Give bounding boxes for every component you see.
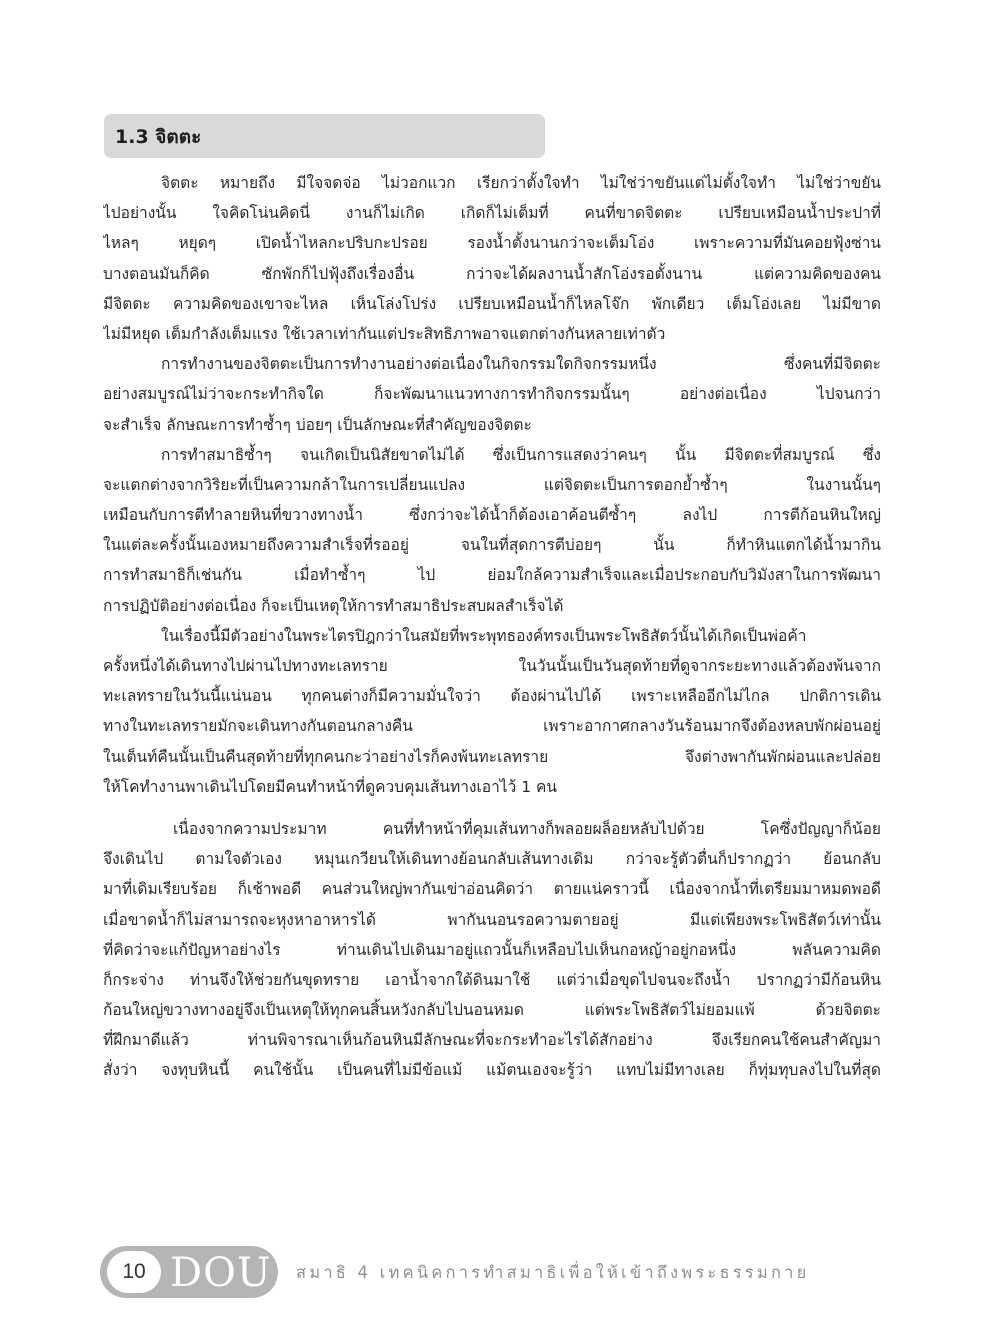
text-line: ในเรื่องนี้มีตัวอย่างในพระไตรปิฎกว่าในสมัยที่พระพุทธองค์ทรงเป็นพระโพธิสัตว์นั้นได้เกิดเป็นพ่อค้า	[161, 626, 807, 645]
text-line: การปฏิบัติอย่างต่อเนื่อง ก็จะเป็นเหตุให้การทำสมาธิประสบผลสำเร็จได้	[103, 596, 564, 615]
text-line: อย่างสมบูรณ์ไม่ว่าจะกระทำกิจใด ก็จะพัฒนาแนวทางการทำกิจกรรมนั้นๆ อย่างต่อเนื่อง ไปจนกว่า	[103, 385, 881, 404]
text-line: เหมือนกับการตีทำลายหินที่ขวางทางน้ำ ซึ่งกว่าจะได้น้ำก็ต้องเอาค้อนตีซ้ำๆ ลงไป การตีก้อนหินใหญ่	[103, 506, 881, 525]
paragraph-gap	[103, 802, 881, 814]
text-line: ครั้งหนึ่งได้เดินทางไปผ่านไปทางทะเลทราย ในวันนั้นเป็นวันสุดท้ายที่ดูจากระยะทางแล้วต้องพ้นจาก	[103, 657, 881, 675]
text-line: สั่งว่า จงทุบหินนี้ คนใช้นั้น เป็นคนที่ไม่มีข้อแม้ แม้ตนเองจะรู้ว่า แทบไม่มีทางเลย ก็ทุ่มทุบลงไปในที่สุด	[103, 1061, 881, 1080]
text-line: ไม่มีหยุด เต็มกำลังเต็มแรง ใช้เวลาเท่ากันแต่ประสิทธิภาพอาจแตกต่างกันหลายเท่าตัว	[103, 324, 666, 343]
text-line: จิตตะ หมายถึง มีใจจดจ่อ ไม่วอกแวก เรียกว่าตั้งใจทำ ไม่ใช่ว่าขยันแต่ไม่ตั้งใจทำ ไม่ใช่ว่าขยัน	[161, 174, 881, 192]
text-line: ก็กระจ่าง ท่านจึงให้ช่วยกันขุดทราย เอาน้ำจากใต้ดินมาใช้ แต่ว่าเมื่อขุดไปจนจะถึงน้ำ ปรากฏว่ามีก้อนหิน	[103, 970, 881, 989]
book-title: สมาธิ 4 เทคนิคการทำสมาธิเพื่อให้เข้าถึงพระธรรมกาย	[296, 1263, 810, 1282]
text-line: บางตอนมันก็คิด ซักพักก็ไปฟุ้งถึงเรื่องอื่น กว่าจะได้ผลงานน้ำสักโอ่งรอตั้งนาน แต่ความคิดของคน	[103, 264, 881, 283]
paragraph	[103, 814, 881, 1086]
text-line: ให้โคทำงานพาเดินไปโดยมีคนทำหน้าที่ดูควบคุมเส้นทางเอาไว้ 1 คน	[103, 777, 557, 796]
text-line: ไปอย่างนั้น ใจคิดโน่นคิดนี่ งานก็ไม่เกิด เกิดก็ไม่เต็มที่ คนที่ขาดจิตตะ เปรียบเหมือนน้ำประปาที่	[103, 204, 881, 223]
text-line: การทำสมาธิซ้ำๆ จนเกิดเป็นนิสัยขาดไม่ได้ ซึ่งเป็นการแสดงว่าคนๆ นั้น มีจิตตะที่สมบูรณ์ ซึ่ง	[161, 445, 881, 464]
text-line: ที่คิดว่าจะแก้ปัญหาอย่างไร ท่านเดินไปเดินมาอยู่แถวนั้นก็เหลือบไปเห็นกอหญ้าอยู่กอหนึ่ง พลันความคิด	[103, 940, 881, 959]
brand-logo: DOU	[170, 1250, 272, 1296]
text-line: ก้อนใหญ่ขวางทางอยู่จึงเป็นเหตุให้ทุกคนสิ้นหวังกลับไปนอนหมด แต่พระโพธิสัตว์ไม่ยอมแพ้ ด้วยจิตตะ	[103, 1001, 881, 1020]
paragraph	[103, 168, 881, 349]
paragraph	[103, 621, 881, 802]
text-line: ในเต็นท์คืนนั้นเป็นคืนสุดท้ายที่ทุกคนกะว่าอย่างไรก็คงพ้นทะเลทราย จึงต่างพากันพักผ่อนและปล่อย	[103, 747, 881, 766]
text-line: ทางในทะเลทรายมักจะเดินทางกันตอนกลางคืน เพราะอากาศกลางวันร้อนมากจึงต้องหลบพักผ่อนอยู่	[103, 717, 881, 736]
text-line: มาที่เดิมเรียบร้อย ก็เช้าพอดี คนส่วนใหญ่พากันเข่าอ่อนคิดว่า ตายแน่คราวนี้ เนื่องจากน้ำที่เตรียมมาหมดพอดี	[103, 880, 881, 899]
text-line: ทะเลทรายในวันนี้แน่นอน ทุกคนต่างก็มีความมั่นใจว่า ต้องผ่านไปได้ เพราะเหลืออีกไม่ไกล ปกติการเดิน	[103, 687, 881, 706]
page-number: 10	[107, 1251, 161, 1293]
section-heading: 1.3 จิตตะ	[115, 126, 202, 148]
text-line: จึงเดินไป ตามใจตัวเอง หมุนเกวียนให้เดินทางย้อนกลับเส้นทางเดิม กว่าจะรู้ตัวตื่นก็ปรากฏว่า ย้อนกลับ	[103, 850, 881, 869]
text-line: จะแตกต่างจากวิริยะที่เป็นความกล้าในการเปลี่ยนแปลง แต่จิตตะเป็นการตอกย้ำซ้ำๆ ในงานนั้นๆ	[103, 475, 881, 494]
text-line: จะสำเร็จ ลักษณะการทำซ้ำๆ บ่อยๆ เป็นลักษณะที่สำคัญของจิตตะ	[103, 415, 532, 434]
text-line: การทำงานของจิตตะเป็นการทำงานอย่างต่อเนื่องในกิจกรรมใดกิจกรรมหนึ่ง ซึ่งคนที่มีจิตตะ	[161, 355, 881, 374]
text-line: ที่ฝึกมาดีแล้ว ท่านพิจารณาเห็นก้อนหินมีลักษณะที่จะกระทำอะไรได้สักอย่าง จึงเรียกคนใช้คนสำคัญมา	[103, 1031, 881, 1050]
text-line: ในแต่ละครั้งนั้นเองหมายถึงความสำเร็จที่รออยู่ จนในที่สุดการตีบ่อยๆ นั้น ก็ทำหินแตกได้น้ำมากิน	[103, 536, 881, 555]
text-line: มีจิตตะ ความคิดของเขาจะไหล เห็นโล่งโปร่ง เปรียบเหมือนน้ำก็ไหลโจ๊ก พักเดียว เต็มโอ่งเลย ไม่มีขาด	[103, 294, 881, 313]
text-line: การทำสมาธิก็เช่นกัน เมื่อทำซ้ำๆ ไป ย่อมใกล้ความสำเร็จและเมื่อประกอบกับวิมังสาในการพัฒนา	[103, 566, 881, 585]
text-line: เมื่อขาดน้ำก็ไม่สามารถจะหุงหาอาหารได้ พากันนอนรอความตายอยู่ มีแต่เพียงพระโพธิสัตว์เท่านั้น	[103, 910, 881, 929]
paragraph	[103, 349, 881, 440]
paragraph	[103, 440, 881, 621]
body-text	[103, 168, 881, 1086]
text-line: ไหลๆ หยุดๆ เปิดน้ำไหลกะปริบกะปรอย รองน้ำตั้งนานกว่าจะเต็มโอ่ง เพราะความที่มันคอยฟุ้งซ่าน	[103, 234, 881, 253]
text-line: เนื่องจากความประมาท คนที่ทำหน้าที่คุมเส้นทางก็พลอยผล็อยหลับไปด้วย โคซึ่งปัญญาก็น้อย	[173, 819, 881, 838]
